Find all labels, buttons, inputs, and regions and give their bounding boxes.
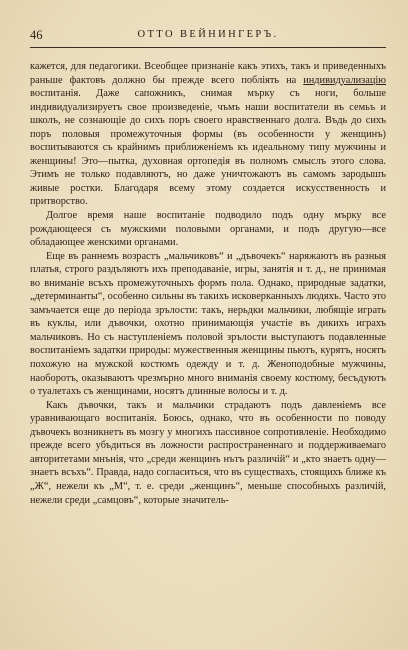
running-head: ОТТО ВЕЙНИНГЕРЪ.: [137, 29, 279, 40]
paragraph: [30, 60, 386, 209]
paragraph-text: Какъ дъвочки, такъ и мальчики страдаютъ подъ давленіемъ все уравнивающаго воспитанія. Боюсь, однако, что въ особенности по поводу дъвочекъ возникнетъ въ мозгу у многихъ пассивное сопротивленіе. Необходимо прежде всего убъдиться въ ложности распространеннаго и поддерживаемаго авторитетами мнънія, что „среди женщинъ нътъ различій“ и „кто знаетъ одну—знаетъ всъхъ“. Правда, надо согласиться, что въ существахъ, стоящихъ ближе къ „Ж“, нежели къ „М“, т. е. среди „женщинъ“, меньше способныхъ различій, нежели среди „самцовъ“, которые значитель-: [30, 399, 386, 506]
header-rule: [30, 47, 386, 48]
paragraph: [30, 250, 386, 399]
body-text: [30, 60, 386, 507]
page-number: 46: [30, 28, 43, 42]
paragraph: [30, 399, 386, 507]
paragraph-text: кажется, для педагогики. Всеобщее признаніе какъ этихъ, такъ и приведенныхъ раньше фактовъ должно бы прежде всего побліять на: [30, 61, 386, 86]
paragraph-text: Еще въ раннемъ возрастъ „мальчиковъ“ и „дъвочекъ“ наряжаютъ въ разныя платья, строго раздъляютъ ихъ преподаваніе, игры, занятія и т. д., не принимая во вниманіе всъхъ промежуточныхъ формъ пола. Однако, природные задатки, „детерминанты“, особенно сильны въ такихъ исковерканныхъ людяхъ. Часто это замъчается еще до періода зрълости: такъ, нерьдки мальчики, любящіе играть въ куклы, или дъвочки, охотно принимающія участіе въ дикихъ играхъ мальчиковъ. Но съ наступленіемъ половой зрълости выступаютъ подавленные воспитаніемъ задатки природы: мужественныя женщины пьютъ, курятъ, носятъ похожую на мужской костюмъ одежду и т. д. Женоподобные мужчины, наоборотъ, оказываютъ чрезмърно много вниманія своему костюму, бесъдуютъ о туалетахъ съ женщинами, носятъ длинные волосы и т. д.: [30, 250, 386, 398]
paragraph: [30, 209, 386, 250]
page-header: [30, 28, 386, 44]
paragraph-text: Долгое время наше воспитаніе подводило подъ одну мърку все рождающееся съ мужскими половыми органами, и подъ другую—все обладающее женскими органами.: [30, 210, 386, 249]
underlined-text: индивидуализацію: [303, 74, 386, 86]
paragraph-text: воспитанія. Даже сапожникъ, снимая мърку съ ноги, больше индивидуализируетъ свое произведеніе, чъмъ наши воспитатели въ семьъ и школъ, не сознающіе до сихъ поръ своего нравственнаго долга. Въдь до сихъ поръ половыя промежуточныя формы (въ особенности у женщинъ) воспитываются съ крайнимъ приближеніемъ къ идеальному типу мужчины и женщины! Это—пытка, духовная ортопедія въ полномъ смыслъ этого слова. Этимъ не только подавляютъ, но даже уничтожаютъ въ самомъ зародышъ живые ростки. Благодаря всему этому создается искусственность и притворство.: [30, 88, 386, 208]
